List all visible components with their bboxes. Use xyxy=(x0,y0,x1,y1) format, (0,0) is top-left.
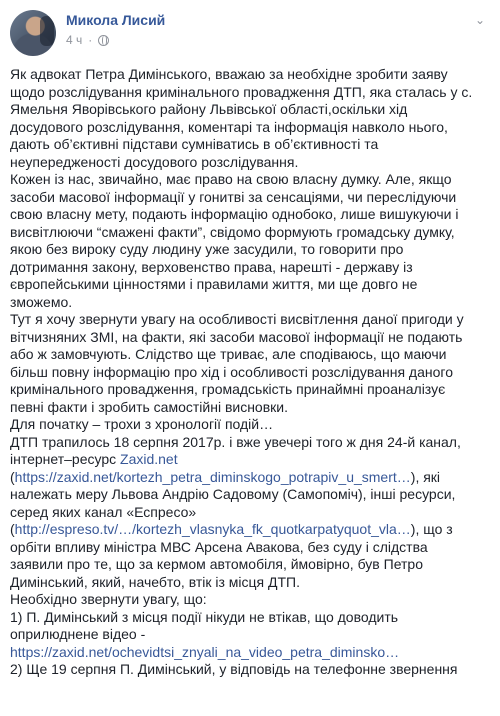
paragraph-text: ), що з орбіти впливу міністра МВС Арсена Авакова, без суду і слідства заявили про те, що за кермом автомобіля, ймовірно, був Петро Димінський, який, начебто, втік із місця ДТП. xyxy=(10,521,453,590)
video-link[interactable]: https://zaxid.net/ochevidtsi_znyali_na_video_petra_diminsko… xyxy=(10,643,400,660)
paragraph-text: ( xyxy=(10,468,15,485)
post-paragraph: Кожен із нас, звичайно, має право на свою власну думку. Але, якщо засоби масової інформації у гонитві за сенсаціями, чи переслідуючи свою власну мету, подають інформацію однобоко, лише вишукуючи і висвітлюючи “смажені факти”, свідомо формують громадську думку, якою без вироку суду людину уже засудили, то говорити про дотримання закону, верховенство права, нарешті - державу із європейськими цінностями і правилами життя, ми ще довго не зможемо. xyxy=(10,171,459,310)
globe-icon xyxy=(98,35,109,46)
meta-separator: · xyxy=(88,33,93,47)
post-paragraph: Для початку – трохи з хронології подій… xyxy=(10,416,274,432)
paragraph-text: 1) П. Димінський з місця події нікуди не втікав, що доводить оприлюднене відео - xyxy=(10,608,399,642)
zaxid-article-link[interactable]: https://zaxid.net/kortezh_petra_diminskogo_potrapiv_u_smert… xyxy=(14,468,411,485)
author-name[interactable]: Микола Лисий xyxy=(66,12,166,28)
chevron-down-icon[interactable]: ⌄ xyxy=(474,13,486,27)
paragraph-text: ), які належать меру Львова Андрію Садовому (Самопоміч), інші ресурси, серед яких канал «Еспресо» ( xyxy=(10,468,456,537)
post-paragraph: Необхідно звернути увагу, що: xyxy=(10,591,207,607)
post-header xyxy=(10,10,490,56)
post-paragraph: 2) Ще 19 серпня П. Димінський, у відповідь на телефонне звернення xyxy=(10,661,458,677)
post-meta xyxy=(66,33,109,47)
avatar[interactable] xyxy=(10,10,56,56)
timestamp[interactable]: 4 ч xyxy=(66,33,83,47)
paragraph-text: ДТП трапилось 18 серпня 2017р. і вже увечері того ж дня 24-й канал, інтернет–ресурс xyxy=(10,433,461,467)
espreso-article-link[interactable]: http://espreso.tv/…/kortezh_vlasnyka_fk_quotkarpatyquot_vla… xyxy=(14,521,411,537)
post-paragraph: Як адвокат Петра Димінського, вважаю за необхідне зробити заяву щодо розслідування кримінального провадження ДТП, яка сталась у с. Ямельня Яворівського району Львівської області,оскільки хід досудового розслідування, коментарі та інформація навколо нього, дають об’єктивні підстави сумніватись в об’єктивності та неупередженості досудового розслідування. xyxy=(10,66,473,170)
post-paragraph: Тут я хочу звернути увагу на особливості висвітлення даної пригоди у вітчизняних ЗМІ, на факти, які засоби масової інформації не подають або ж замовчують. Слідство ще триває, але сподіваюсь, що маючи більш повну інформацію про хід і особливості розслідування даного кримінального провадження, громадськість принаймні проаналізує певні факти і зробить самостійні висновки. xyxy=(10,311,464,415)
post-body xyxy=(10,66,480,679)
post-paragraph xyxy=(10,609,480,662)
post-paragraph xyxy=(10,434,480,592)
zaxid-link[interactable]: Zaxid.net xyxy=(120,451,178,467)
